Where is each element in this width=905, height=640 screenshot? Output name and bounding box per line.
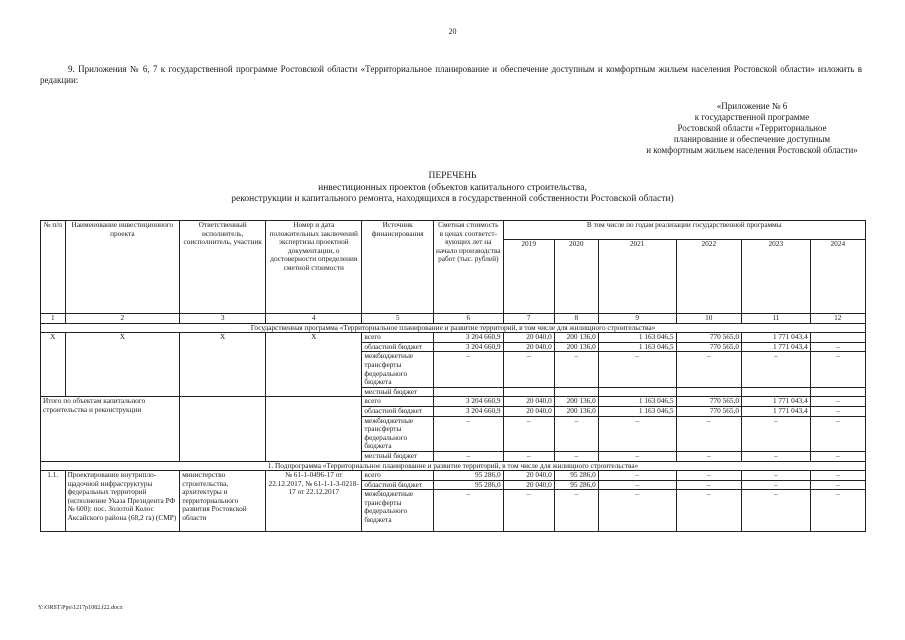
- value-cell: –: [503, 451, 554, 461]
- total-label: Итого по объектам капитального строительства и реконструкции: [41, 397, 180, 461]
- value-cell: [503, 387, 554, 397]
- value-cell: –: [598, 352, 676, 387]
- value-cell: –: [434, 416, 504, 451]
- subprogram-section-row: [41, 461, 866, 471]
- value-cell: [676, 387, 742, 397]
- column-number: 7: [503, 314, 554, 324]
- value-cell: –: [742, 416, 811, 451]
- item-name: Проектирование внутрипло-щадочной инфраструктуры федеральных территорий (исполнение Указа Президента РФ № 600): пос. Золотой Колос Аксайского района (68,2 га) (СМР): [65, 471, 180, 532]
- value-cell: –: [810, 352, 865, 387]
- list-title: [0, 171, 905, 206]
- value-cell: 20 040,0: [503, 480, 554, 490]
- program-mark: Х: [266, 333, 362, 397]
- item-expertise: № 61-1-0496-17 от 22.12.2017, № 61-1-1-3-0218-17 от 22.12.2017: [266, 471, 362, 532]
- column-number: 11: [742, 314, 811, 324]
- value-cell: 20 040,0: [503, 406, 554, 416]
- source-cell: областной бюджет: [362, 342, 434, 352]
- empty-cell: [180, 397, 266, 461]
- value-cell: –: [598, 451, 676, 461]
- value-cell: [554, 387, 598, 397]
- header-executor: Ответственный исполнитель, соисполнитель, участник: [180, 221, 266, 314]
- value-cell: 20 040,0: [503, 333, 554, 343]
- value-cell: [810, 387, 865, 397]
- value-cell: –: [742, 451, 811, 461]
- value-cell: 770 565,0: [676, 406, 742, 416]
- value-cell: –: [810, 471, 865, 481]
- value-cell: 1 163 046,5: [598, 397, 676, 407]
- header-year: 2024: [810, 240, 865, 314]
- value-cell: [434, 387, 504, 397]
- value-cell: –: [554, 352, 598, 387]
- program-mark: Х: [65, 333, 180, 397]
- header-year: 2023: [742, 240, 811, 314]
- page-number: 20: [448, 27, 457, 36]
- value-cell: 770 565,0: [676, 333, 742, 343]
- value-cell: –: [554, 451, 598, 461]
- value-cell: [810, 333, 865, 343]
- value-cell: –: [434, 490, 504, 532]
- source-cell: всего: [362, 333, 434, 343]
- header-year: 2019: [503, 240, 554, 314]
- header-year: 2020: [554, 240, 598, 314]
- value-cell: –: [810, 416, 865, 451]
- column-number: 9: [598, 314, 676, 324]
- value-cell: 95 286,0: [434, 471, 504, 481]
- subprogram-title: 1. Подпрограмма «Территориальное планирование и развитие территорий, в том числе для жилищного строительства»: [41, 461, 866, 471]
- value-cell: 1 771 043,4: [742, 342, 811, 352]
- header-num: № п/п: [41, 221, 66, 314]
- column-number: 3: [180, 314, 266, 324]
- header-source: Источник финансирования: [362, 221, 434, 314]
- value-cell: 20 040,0: [503, 342, 554, 352]
- table-row: [41, 397, 866, 407]
- source-cell: межбюджетные трансферты федерального бюджета: [362, 490, 434, 532]
- value-cell: 770 565,0: [676, 397, 742, 407]
- value-cell: –: [810, 397, 865, 407]
- value-cell: –: [810, 490, 865, 532]
- source-cell: всего: [362, 397, 434, 407]
- value-cell: –: [676, 451, 742, 461]
- title-main: ПЕРЕЧЕНЬ: [428, 171, 477, 181]
- value-cell: 3 204 660,9: [434, 333, 504, 343]
- value-cell: 3 204 660,9: [434, 406, 504, 416]
- item-executor: министерство строительства, архитектуры и территориального развития Ростовской области: [180, 471, 266, 532]
- value-cell: –: [742, 352, 811, 387]
- value-cell: 1 771 043,4: [742, 333, 811, 343]
- value-cell: –: [434, 451, 504, 461]
- value-cell: –: [503, 490, 554, 532]
- value-cell: [598, 387, 676, 397]
- column-numbers-row: [41, 314, 866, 324]
- header-project-name: Наименование инвестиционного проекта: [65, 221, 180, 314]
- value-cell: 200 136,0: [554, 406, 598, 416]
- column-number: 12: [810, 314, 865, 324]
- source-cell: областной бюджет: [362, 480, 434, 490]
- source-cell: всего: [362, 471, 434, 481]
- appendix-header: [542, 101, 862, 156]
- appendix-line: и комфортным жильем населения Ростовской области»: [646, 145, 858, 155]
- value-cell: –: [598, 480, 676, 490]
- source-cell: областной бюджет: [362, 406, 434, 416]
- appendix-line: Ростовской области «Территориальное: [677, 123, 827, 133]
- value-cell: –: [810, 451, 865, 461]
- column-number: 10: [676, 314, 742, 324]
- value-cell: –: [676, 480, 742, 490]
- empty-cell: [266, 397, 362, 461]
- value-cell: 200 136,0: [554, 342, 598, 352]
- value-cell: 770 565,0: [676, 342, 742, 352]
- header-row: [41, 221, 866, 240]
- value-cell: 95 286,0: [554, 480, 598, 490]
- column-number: 1: [41, 314, 66, 324]
- value-cell: –: [598, 471, 676, 481]
- source-cell: местный бюджет: [362, 387, 434, 397]
- value-cell: [742, 387, 811, 397]
- intro-paragraph: 9. Приложения № 6, 7 к государственной программе Ростовской области «Территориальное планирование и обеспечение доступным и комфортным жильем населения Ростовской области» изложить в редакции:: [40, 64, 862, 85]
- title-line: инвестиционных проектов (объектов капитального строительства,: [318, 182, 587, 193]
- value-cell: –: [676, 352, 742, 387]
- value-cell: –: [742, 471, 811, 481]
- value-cell: –: [503, 416, 554, 451]
- value-cell: 1 771 043,4: [742, 406, 811, 416]
- value-cell: –: [742, 480, 811, 490]
- value-cell: 20 040,0: [503, 471, 554, 481]
- investment-projects-table: [40, 220, 866, 532]
- value-cell: 3 204 660,9: [434, 342, 504, 352]
- value-cell: –: [598, 490, 676, 532]
- column-number: 4: [266, 314, 362, 324]
- value-cell: 1 771 043,4: [742, 397, 811, 407]
- value-cell: 200 136,0: [554, 333, 598, 343]
- value-cell: 95 286,0: [554, 471, 598, 481]
- value-cell: –: [810, 480, 865, 490]
- column-number: 8: [554, 314, 598, 324]
- value-cell: –: [810, 406, 865, 416]
- value-cell: 3 204 660,9: [434, 397, 504, 407]
- table-row: [41, 471, 866, 481]
- header-years-group: В том числе по годам реализации государственной программы: [503, 221, 865, 240]
- value-cell: 1 163 046,5: [598, 342, 676, 352]
- header-year: 2021: [598, 240, 676, 314]
- value-cell: –: [554, 416, 598, 451]
- source-cell: местный бюджет: [362, 451, 434, 461]
- value-cell: –: [676, 490, 742, 532]
- header-expertise: Номер и дата положительных заключений экспертизы проектной документации, о достоверности определения сметной стоимости: [266, 221, 362, 314]
- appendix-line: «Приложение № 6: [716, 101, 788, 111]
- column-number: 6: [434, 314, 504, 324]
- value-cell: –: [434, 352, 504, 387]
- table-row: [41, 333, 866, 343]
- file-path-footer: Y:\ORST\Ppo\1217p1082.f22.docx: [38, 605, 123, 611]
- program-mark: Х: [41, 333, 66, 397]
- value-cell: –: [554, 490, 598, 532]
- value-cell: 200 136,0: [554, 397, 598, 407]
- value-cell: –: [742, 490, 811, 532]
- appendix-line: планирование и обеспечение доступным: [673, 134, 831, 144]
- header-year: 2022: [676, 240, 742, 314]
- value-cell: 95 286,0: [434, 480, 504, 490]
- appendix-line: к государственной программе: [694, 112, 810, 122]
- column-number: 2: [65, 314, 180, 324]
- program-section-row: [41, 323, 866, 333]
- value-cell: 1 163 046,5: [598, 333, 676, 343]
- value-cell: –: [810, 342, 865, 352]
- title-line: реконструкции и капитального ремонта, находящихся в государственной собственности Ростовской области): [231, 194, 674, 204]
- item-number: 1.1.: [41, 471, 66, 532]
- source-cell: межбюджетные трансферты федерального бюджета: [362, 416, 434, 451]
- source-cell: межбюджетные трансферты федерального бюджета: [362, 352, 434, 387]
- value-cell: 1 163 046,5: [598, 406, 676, 416]
- value-cell: –: [676, 471, 742, 481]
- header-estimated-cost: Сметная стоимость в ценах соответст-вующих лет на начало производства работ (тыс. рублей): [434, 221, 504, 314]
- value-cell: –: [503, 352, 554, 387]
- value-cell: –: [598, 416, 676, 451]
- program-mark: Х: [180, 333, 266, 397]
- value-cell: –: [676, 416, 742, 451]
- program-title: Государственная программа «Территориальное планирование и развитие территорий, в том числе для жилищного строительства»: [41, 323, 866, 333]
- value-cell: 20 040,0: [503, 397, 554, 407]
- column-number: 5: [362, 314, 434, 324]
